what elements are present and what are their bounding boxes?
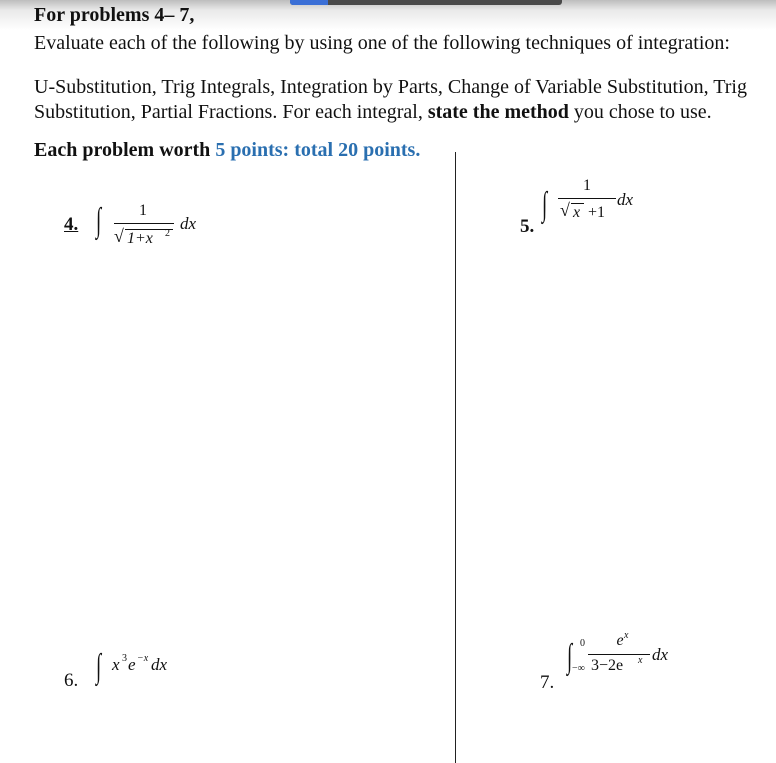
points-value: 5 points: total 20 points. <box>215 139 421 161</box>
methods-text-a: Substitution, Partial Fractions. For each integral, <box>34 101 428 123</box>
window-tab-strip[interactable] <box>290 0 562 5</box>
numerator: 1 <box>139 202 147 219</box>
radicand: 1+x <box>127 230 153 247</box>
sqrt-symbol: √ <box>114 226 124 246</box>
points-label: Each problem worth <box>34 139 216 161</box>
section-heading: For problems 4– 7, <box>34 4 195 26</box>
differential: dx <box>652 645 669 664</box>
state-method-emphasis: state the method <box>427 101 569 123</box>
methods-line-1: U-Substitution, Trig Integrals, Integration by Parts, Change of Variable Substitution, Trig <box>34 76 747 98</box>
exponent: 2 <box>165 228 170 239</box>
integral-sign: ∫ <box>96 648 102 685</box>
column-divider <box>455 152 456 763</box>
numerator: 1 <box>583 177 591 194</box>
numerator: e <box>616 632 624 649</box>
fraction-bar <box>558 198 616 199</box>
problem-number: 4. <box>64 214 79 235</box>
points-line <box>34 139 420 162</box>
denominator: 3−2e <box>591 657 624 674</box>
differential: dx <box>617 190 634 209</box>
integral-sign: ∫ <box>542 186 548 223</box>
base: x <box>112 655 120 674</box>
plus-term: +1 <box>588 204 606 221</box>
exponent-1: 3 <box>122 653 127 664</box>
upper-limit: 0 <box>580 638 585 649</box>
mid-term: e <box>128 655 136 674</box>
problem-number: 5. <box>520 216 535 237</box>
fraction-bar <box>114 223 174 224</box>
integral-sign: ∫ <box>96 202 102 239</box>
radicand: x <box>573 204 581 221</box>
instruction-text: Evaluate each of the following by using one of the following techniques of integration: <box>34 32 730 54</box>
denominator-exponent: x <box>638 655 643 666</box>
integral-sign: ∫ <box>567 638 573 675</box>
tab-accent <box>290 0 328 5</box>
differential: dx <box>180 214 197 233</box>
exponent-2: −x <box>137 653 149 664</box>
sqrt-symbol: √ <box>560 200 570 220</box>
numerator-exponent: x <box>624 630 629 641</box>
methods-line-2 <box>34 101 712 124</box>
problem-number: 7. <box>540 672 555 693</box>
differential: dx <box>151 655 168 674</box>
lower-limit: −∞ <box>572 663 585 674</box>
problem-number: 6. <box>64 670 79 691</box>
methods-text-c: you chose to use. <box>568 101 712 123</box>
